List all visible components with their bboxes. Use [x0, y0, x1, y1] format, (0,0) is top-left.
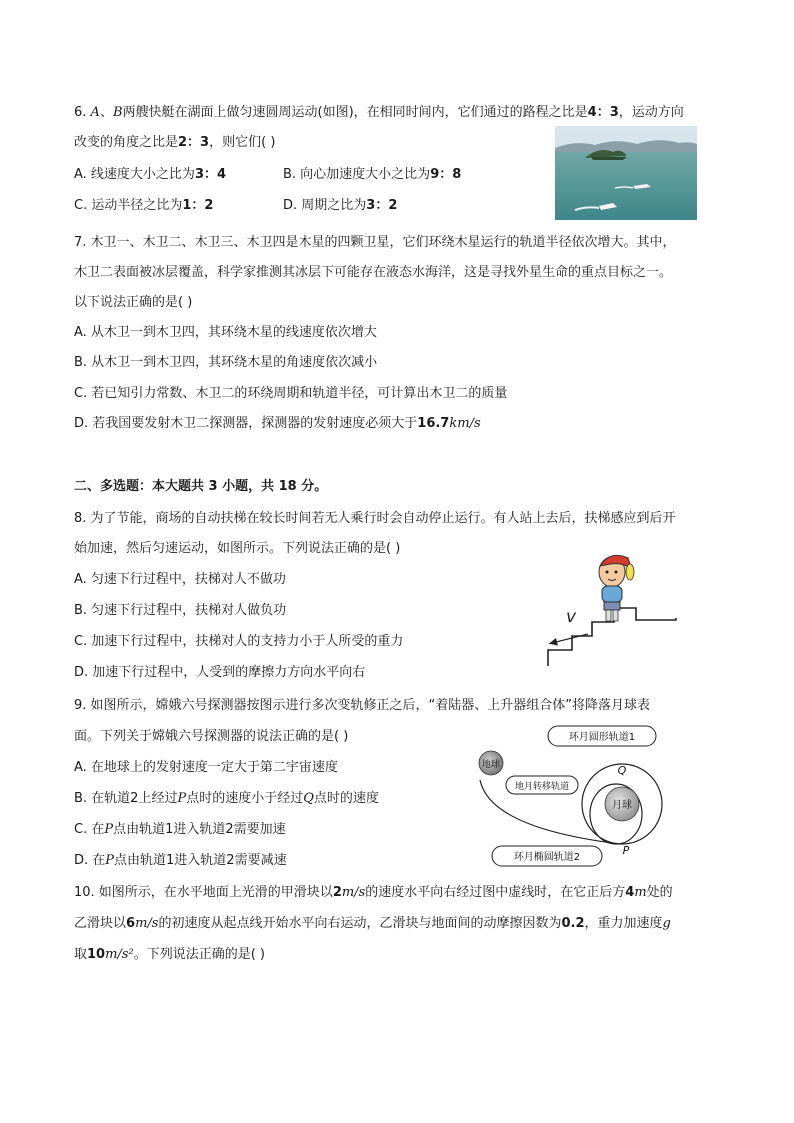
q6-option-c[interactable]: C. 运动半径之比为1：2 [74, 198, 214, 213]
q10-stem-line3: 取10m/s²。下列说法正确的是( ) [74, 947, 265, 962]
q8-option-a[interactable]: A. 匀速下行过程中，扶梯对人不做功 [74, 572, 286, 587]
q9-option-d[interactable]: D. 在P点由轨道1进入轨道2需要减速 [74, 853, 287, 868]
orbit2-label: 环月椭圆轨道2 [513, 852, 581, 863]
q7-option-c[interactable]: C. 若已知引力常数、木卫二的环绕周期和轨道半径，可计算出木卫二的质量 [74, 386, 508, 401]
q8-option-d[interactable]: D. 加速下行过程中，人受到的摩擦力方向水平向右 [74, 665, 366, 680]
escalator-figure [540, 548, 684, 670]
q9-option-a[interactable]: A. 在地球上的发射速度一定大于第二宇宙速度 [74, 760, 338, 775]
q8-option-c[interactable]: C. 加速下行过程中，扶梯对人的支持力小于人所受的重力 [74, 634, 404, 649]
orbit-diagram [470, 718, 690, 872]
q6-option-a[interactable]: A. 线速度大小之比为3：4 [74, 167, 227, 182]
q7-option-d[interactable]: D. 若我国要发射木卫二探测器，探测器的发射速度必须大于16.7km/s [74, 416, 481, 431]
q6-option-b[interactable]: B. 向心加速度大小之比为9：8 [283, 167, 462, 182]
q7-option-b[interactable]: B. 从木卫一到木卫四，其环绕木星的角速度依次减小 [74, 355, 378, 370]
q10-stem-line1: 10. 如图所示，在水平地面上光滑的甲滑块以2m/s的速度水平向右经过图中虚线时，在它正后方4m处的 [74, 885, 673, 900]
q9-stem-line1: 9. 如图所示，嫦娥六号探测器按图示进行多次变轨修正之后，“着陆器、上升器组合体”将降落月球表 [74, 698, 651, 713]
moon-label: 月球 [612, 800, 632, 811]
orbit1-label: 环月圆形轨道1 [568, 732, 636, 743]
point-q-label: Q [617, 764, 627, 777]
transfer-orbit-label: 地月转移轨道 [514, 782, 570, 792]
earth-label: 地球 [481, 760, 501, 770]
q9-option-c[interactable]: C. 在P点由轨道1进入轨道2需要加速 [74, 822, 286, 837]
section-2-title: 二、多选题：本大题共 3 小题，共 18 分。 [74, 479, 328, 494]
q7-stem-line2: 木卫二表面被冰层覆盖，科学家推测其冰层下可能存在液态水海洋，这是寻找外星生命的重点目标之一。 [74, 265, 673, 280]
q7-stem-line1: 7. 木卫一、木卫二、木卫三、木卫四是木星的四颗卫星，它们环绕木星运行的轨道半径依次增大。其中， [74, 235, 676, 250]
q6-label-b: B [112, 105, 123, 120]
q8-stem-line2: 始加速，然后匀速运动，如图所示。下列说法正确的是( ) [74, 541, 401, 556]
q7-stem-line3: 以下说法正确的是( ) [74, 295, 193, 310]
q9-stem-line2: 面。下列关于嫦娥六号探测器的说法正确的是( ) [74, 729, 349, 744]
q7-option-a[interactable]: A. 从木卫一到木卫四，其环绕木星的线速度依次增大 [74, 325, 377, 340]
point-p-label: P [622, 844, 630, 857]
lake-photo [555, 126, 697, 220]
velocity-label: v [566, 607, 577, 627]
q6-stem-line1: 6. A、B两艘快艇在湖面上做匀速圆周运动(如图)，在相同时间内，它们通过的路程之比是4：3，运动方向 [74, 105, 684, 120]
q8-option-b[interactable]: B. 匀速下行过程中，扶梯对人做负功 [74, 603, 287, 618]
q6-stem-line2: 改变的角度之比是2：3，则它们( ) [74, 135, 276, 150]
q10-stem-line2: 乙滑块以6m/s的初速度从起点线开始水平向右运动，乙滑块与地面间的动摩擦因数为0.2，重力加速度g [74, 916, 671, 931]
q9-option-b[interactable]: B. 在轨道2上经过P点时的速度小于经过Q点时的速度 [74, 791, 379, 806]
q6-label-a: A [90, 105, 100, 120]
q8-stem-line1: 8. 为了节能，商场的自动扶梯在较长时间若无人乘行时会自动停止运行。有人站上去后，扶梯感应到后开 [74, 511, 676, 526]
q6-option-d[interactable]: D. 周期之比为3：2 [283, 198, 398, 213]
